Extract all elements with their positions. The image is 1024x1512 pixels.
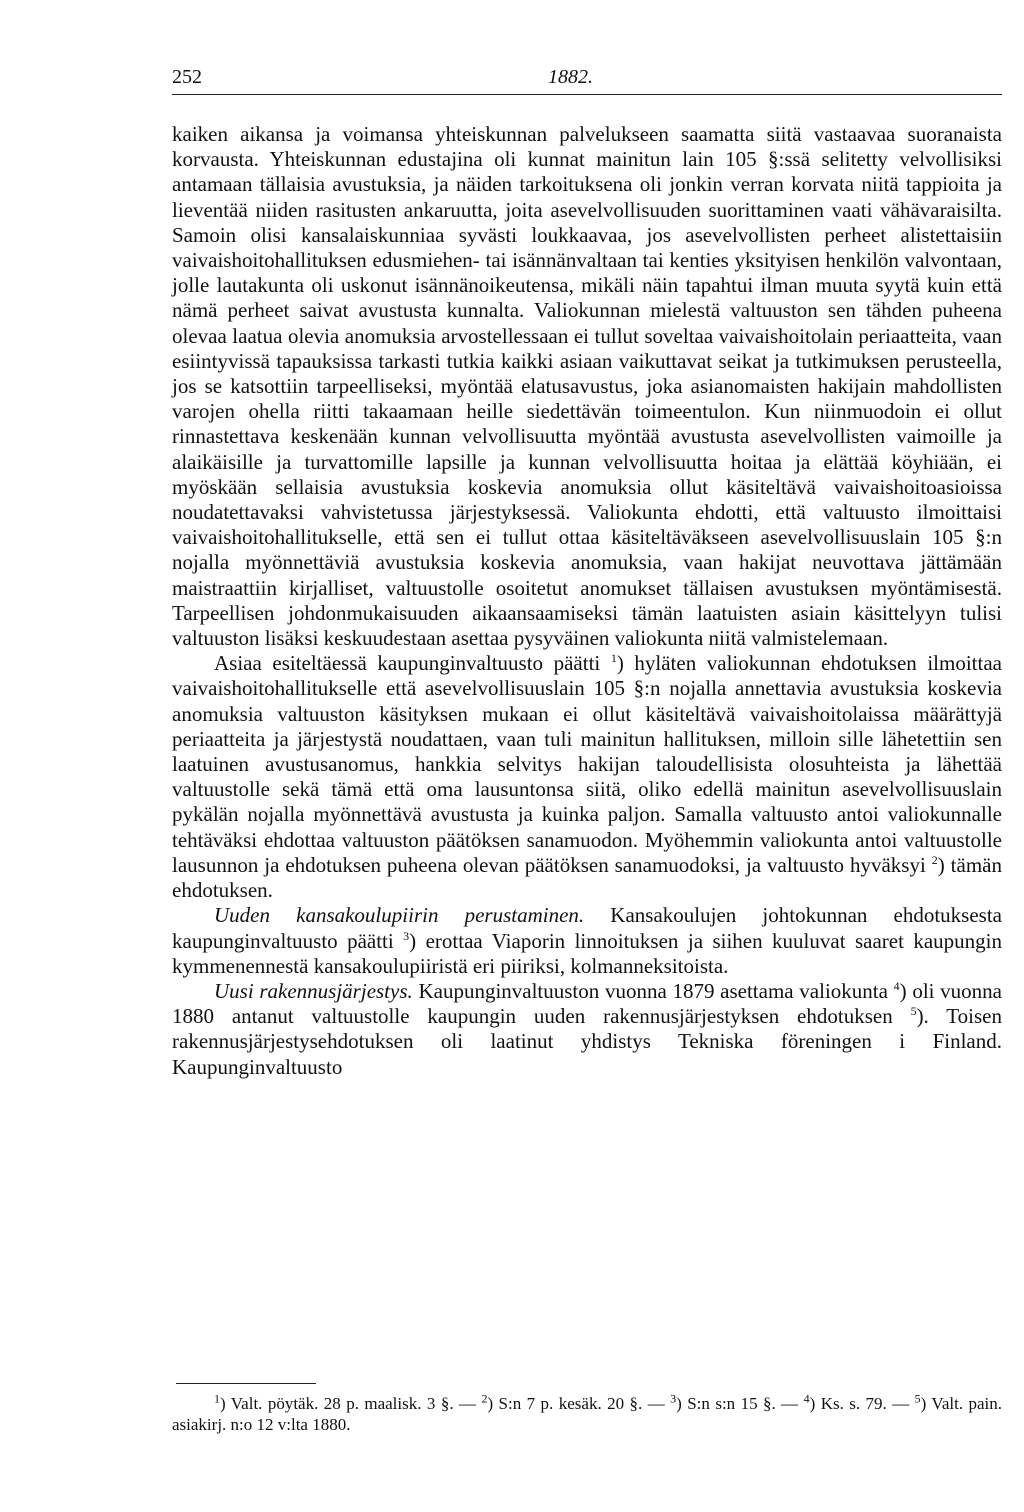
paragraph-1: kaiken aikansa ja voimansa yhteiskunnan palvelukseen saamatta siitä vastaavaa suoranaista korvausta. Yhteiskunnan edustajina oli kunnat mainitun lain 105 §:ssä selitetty velvollisiksi antamaan tällaisia avustuksia, ja näiden tarkoituksena oli jonkin verran korvata niitä tappioita ja lieventää niiden rasitusten ankaruutta, joita asevelvollisuuden suorittaminen vaati vähävaraisilta. Samoin olisi kansalaiskunniaa syvästi loukkaavaa, jos asevelvollisten perheet alistettaisiin vaivaishoitohallituksen edusmiehen- tai isännänvaltaan tai kenties yksityisen henkilön valvontaan, jolle lautakunta oli uskonut isännänoikeutensa, mikäli näin tapahtui ilman muuta syytä kuin että nämä perheet saivat avustusta kunnalta. Valiokunnan mielestä valtuuston sen tähden puheena olevaa laatua olevia anomuksia arvostellessaan ei tullut soveltaa vaivaishoitolain periaatteita, vaan esiintyvissä tapauksissa tarkasti tutkia kaikki asiaan vaikuttavat seikat ja tutkimuksen perusteella, jos se katsottiin tarpeelliseksi, myöntää elatusavustus, joka asianomaisten hakijain mahdollisten varojen ohella riitti takaamaan heille siedettävän toimeentulon. Kun niinmuodoin ei ollut rinnastettava keskenään kunnan velvollisuutta myöntää avustusta asevelvollisten vaimoille ja alaikäisille ja turvattomille lapsille ja kunnan velvollisuutta hoitaa ja elättää köyhiään, ei myöskään sellaisia avustuksia koskevia anomuksia ollut käsiteltävä vaivaishoitoasioissa noudatettavaksi vahvistetussa järjestyksessä. Valiokunta ehdotti, että valtuusto ilmoittaisi vaivaishoitohallitukselle, että sen ei tullut ottaa käsiteltäväkseen asevelvollisuuslain 105 §:n nojalla myönnettäviä avustuksia koskevia anomuksia, vaan hakijat neuvottava jättämään maistraattiin kirjalliset, valtuustolle osoitetut anomukset tällaisen avustuksen myöntämisestä. Tarpeellisen johdonmukaisuuden aikaansaamiseksi tämän laatuisten asiain käsittelyyn tulisi valtuuston lisäksi keskuudestaan asettaa pysyväinen valiokunta niitä valmistelemaan. xyxy=(172,122,1002,651)
footnote-4: ) Ks. s. 79. — xyxy=(809,1394,915,1413)
paragraph-2 xyxy=(172,651,1002,903)
footnote-ref-4: 4 xyxy=(893,978,900,993)
text-run: ) erottaa Viaporin linnoituksen ja siihen kuuluvat saaret kaupungin kymmenennestä kansakoulupiiristä eri piiriksi, kolmanneksitoista. xyxy=(172,928,1003,978)
footnote-mark-2: 2 xyxy=(481,1391,488,1406)
text-run: Asiaa esiteltäessä kaupunginvaltuusto päätti xyxy=(214,651,611,676)
text-run: ). Toisen rakennusjärjestysehdotuksen oli laatinut yhdistys Tekniska föreningen i Finland. Kaupunginvaltuusto xyxy=(172,1004,1002,1079)
paragraph-4 xyxy=(172,979,1002,1080)
footnote-ref-2: 2 xyxy=(931,852,938,867)
footnote-2: ) S:n 7 p. kesäk. 20 §. — xyxy=(487,1394,671,1413)
footnote-5: ) Valt. pain. asiakirj. n:o 12 v:lta 1880. xyxy=(172,1394,1003,1434)
text-run: Kansakoulujen johtokunnan ehdotuksesta kaupunginvaltuusto päätti xyxy=(172,903,1002,953)
paragraph-3 xyxy=(172,903,1002,979)
footnote-ref-3: 3 xyxy=(403,928,410,943)
footnote-ref-5: 5 xyxy=(910,1004,917,1019)
footnote-block xyxy=(172,1393,1002,1435)
footnote-mark-1: 1 xyxy=(214,1391,220,1406)
section-heading-school-district: Uuden kansakoulupiirin perustaminen. xyxy=(214,903,585,928)
footnote-1: ) Valt. pöytäk. 28 p. maalisk. 3 §. — xyxy=(220,1394,482,1413)
footnote-mark-5: 5 xyxy=(914,1391,921,1406)
section-heading-building-code: Uusi rakennusjärjestys. xyxy=(214,978,413,1003)
page-header xyxy=(172,64,1002,95)
main-text xyxy=(172,122,1002,1080)
text-run: ) hyläten valiokunnan ehdotuksen ilmoittaa vaivaishoitohallitukselle että asevelvollisuuslain 105 §:n nojalla annettavia avustuksia koskevia anomuksia valtuuston käsityksen mukaan ei ollut käsiteltävä vaivaishoitolaissa määrättyjä periaatteita ja järjestystä noudattaen, vaan tuli mainitun hallituksen, milloin sille lähetettiin sen laatuinen avustusanomus, hankkia selvitys hakijan taloudellisista olosuhteista ja lähettää valtuustolle sekä tämä että oma lausuntonsa siitä, oliko edellä mainitun asevelvollisuuslain pykälän nojalla myönnettävä avustusta ja kuinka paljon. Samalla valtuusto antoi valiokunnalle tehtäväksi ehdottaa valtuuston päätöksen sanamuodon. Myöhemmin valiokunta antoi valtuustolle lausunnon ja ehdotuksen puheena olevan päätöksen sanamuodoksi, ja valtuusto hyväksyi xyxy=(172,651,1002,877)
footnote-mark-4: 4 xyxy=(803,1391,810,1406)
footnote-3: ) S:n s:n 15 §. — xyxy=(676,1394,804,1413)
footnote-mark-3: 3 xyxy=(670,1391,677,1406)
footnote-divider xyxy=(176,1383,316,1384)
page-number: 252 xyxy=(172,66,202,88)
running-head-year: 1882. xyxy=(548,66,593,88)
text-run: ) oli vuonna 1880 antanut valtuustolle kaupungin uuden rakennusjärjestyksen ehdotuksen xyxy=(172,978,1002,1029)
footnotes xyxy=(172,1393,1002,1435)
text-run: Kaupunginvaltuuston vuonna 1879 asettama valiokunta xyxy=(412,978,894,1003)
text-run: ) tämän ehdotuksen. xyxy=(172,852,1002,903)
footnote-ref-1: 1 xyxy=(610,651,617,666)
